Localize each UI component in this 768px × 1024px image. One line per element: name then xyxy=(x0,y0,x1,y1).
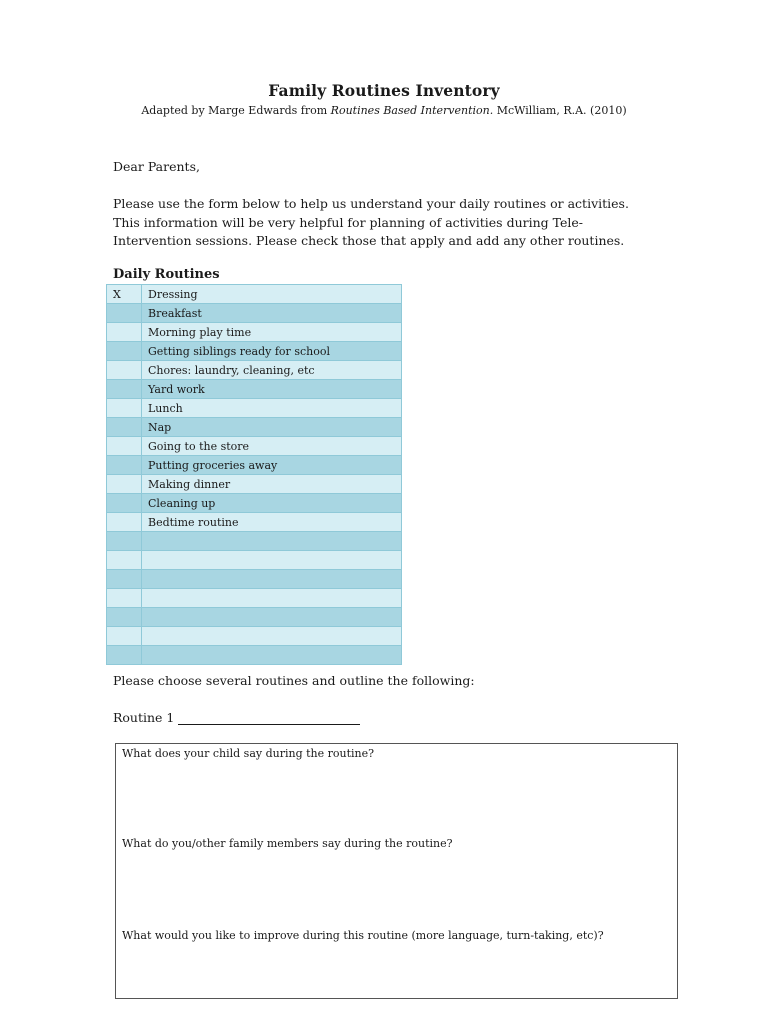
routine-1-name-field[interactable] xyxy=(178,724,360,725)
routine-label-cell[interactable] xyxy=(142,570,402,589)
routine-row xyxy=(107,627,402,646)
routine-row xyxy=(107,342,402,361)
routine-checkbox-cell[interactable] xyxy=(107,418,142,437)
routine-label-cell[interactable] xyxy=(142,589,402,608)
routine-checkbox-cell[interactable] xyxy=(107,304,142,323)
routine-row xyxy=(107,513,402,532)
question-family-says: What do you/other family members say during the routine? xyxy=(122,837,453,850)
routine-label-cell: Making dinner xyxy=(142,475,402,494)
routine-checkbox-cell[interactable] xyxy=(107,551,142,570)
routine-checkbox-cell[interactable] xyxy=(107,608,142,627)
routine-label-cell: Getting siblings ready for school xyxy=(142,342,402,361)
routine-row xyxy=(107,532,402,551)
routine-label-cell[interactable] xyxy=(142,627,402,646)
daily-routines-table xyxy=(106,284,402,665)
routine-checkbox-cell[interactable] xyxy=(107,475,142,494)
routine-row xyxy=(107,589,402,608)
routine-checkbox-cell[interactable] xyxy=(107,323,142,342)
routine-checkbox-cell[interactable] xyxy=(107,437,142,456)
routine-checkbox-cell[interactable] xyxy=(107,532,142,551)
subtitle-source-title: Routines Based Intervention. xyxy=(330,104,494,117)
routine-checkbox-cell[interactable] xyxy=(107,456,142,475)
routine-label-cell: Dressing xyxy=(142,285,402,304)
routine-checkbox-cell[interactable] xyxy=(107,589,142,608)
routine-label-cell: Breakfast xyxy=(142,304,402,323)
routine-label-cell[interactable] xyxy=(142,551,402,570)
routine-label-cell: Morning play time xyxy=(142,323,402,342)
question-improve: What would you like to improve during this routine (more language, turn-taking, etc)? xyxy=(122,929,604,942)
routine-label-cell: Chores: laundry, cleaning, etc xyxy=(142,361,402,380)
routine-row xyxy=(107,475,402,494)
routine-row xyxy=(107,608,402,627)
routine-row xyxy=(107,399,402,418)
routine-checkbox-cell[interactable] xyxy=(107,342,142,361)
page-subtitle xyxy=(0,104,768,117)
routine-checkbox-cell[interactable]: X xyxy=(107,285,142,304)
routine-checkbox-cell[interactable] xyxy=(107,513,142,532)
routine-label-cell[interactable] xyxy=(142,532,402,551)
routine-row xyxy=(107,456,402,475)
routine-row xyxy=(107,494,402,513)
routine-row xyxy=(107,304,402,323)
routine-checkbox-cell[interactable] xyxy=(107,380,142,399)
routine-row xyxy=(107,646,402,665)
routine-label-cell: Nap xyxy=(142,418,402,437)
routine-row xyxy=(107,361,402,380)
question-child-says: What does your child say during the routine? xyxy=(122,747,375,760)
routine-row xyxy=(107,437,402,456)
routine-checkbox-cell[interactable] xyxy=(107,627,142,646)
routine-1-answer-box[interactable] xyxy=(115,743,678,999)
routine-label-cell: Going to the store xyxy=(142,437,402,456)
routine-row xyxy=(107,418,402,437)
letter-greeting: Dear Parents, xyxy=(113,159,200,174)
routine-row xyxy=(107,380,402,399)
routine-label-cell[interactable] xyxy=(142,608,402,627)
routine-checkbox-cell[interactable] xyxy=(107,494,142,513)
routine-label-cell: Lunch xyxy=(142,399,402,418)
routine-label-cell: Bedtime routine xyxy=(142,513,402,532)
routine-row xyxy=(107,570,402,589)
routine-checkbox-cell[interactable] xyxy=(107,399,142,418)
routine-label-cell: Yard work xyxy=(142,380,402,399)
routine-row xyxy=(107,285,402,304)
routine-label-cell[interactable] xyxy=(142,646,402,665)
routine-checkbox-cell[interactable] xyxy=(107,570,142,589)
outline-prompt: Please choose several routines and outline the following: xyxy=(113,673,475,688)
letter-intro: Please use the form below to help us understand your daily routines or activities. This information will be very helpful for planning of activities during Tele-Intervention sessions. Please check those that apply and add any other routines. xyxy=(113,196,629,248)
routine-label-cell: Cleaning up xyxy=(142,494,402,513)
routine-checkbox-cell[interactable] xyxy=(107,361,142,380)
routine-label-cell: Putting groceries away xyxy=(142,456,402,475)
subtitle-prefix: Adapted by Marge Edwards from xyxy=(141,104,331,117)
routine-1-label: Routine 1 xyxy=(113,710,175,725)
routine-row xyxy=(107,323,402,342)
daily-routines-heading: Daily Routines xyxy=(113,267,220,282)
routine-checkbox-cell[interactable] xyxy=(107,646,142,665)
page-title: Family Routines Inventory xyxy=(268,81,500,100)
subtitle-suffix: McWilliam, R.A. (2010) xyxy=(493,104,627,117)
routine-row xyxy=(107,551,402,570)
